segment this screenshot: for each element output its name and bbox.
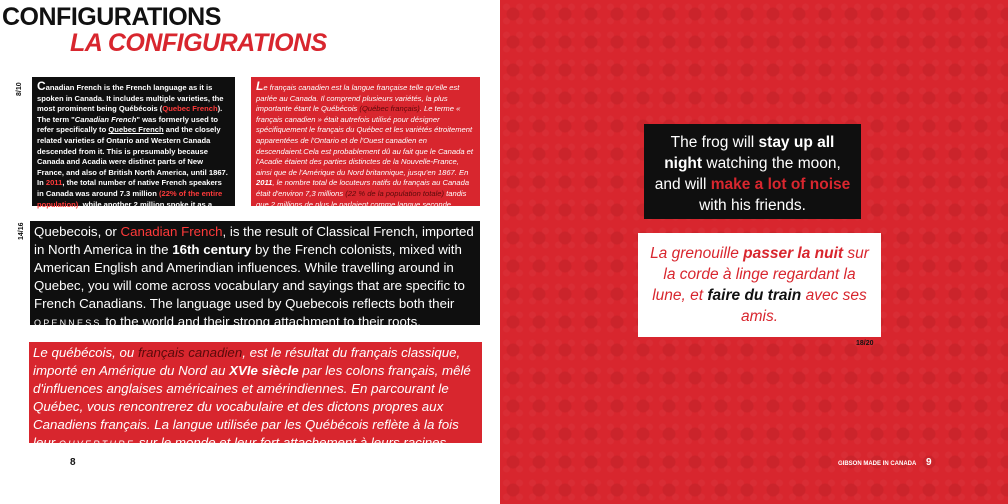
highlight: 2011: [256, 178, 273, 188]
text: " was formerly used to refer specifically to: [37, 114, 219, 135]
text: Le québécois, ou: [33, 345, 138, 360]
english-summary-box: [32, 77, 235, 220]
text: , the total number of native French speakers in Canada was around 7.3 million: [37, 178, 222, 198]
left-page: [0, 0, 500, 504]
french-summary-box: [251, 77, 480, 209]
text: par les colons français, mêlé d'influences anglaises américaines et amérindiennes. En parcourant le Québec, vous rencontrerez du vocabulaire et des dictons propres aux Canadiens français. La langue utilisée par les Québécois reflète à la fois leur: [33, 363, 471, 450]
label-14-16: 14/16: [18, 222, 25, 240]
highlight: Canadian French: [120, 224, 223, 239]
title-french: LA CONFIGURATIONS: [70, 29, 327, 57]
text: Quebecois, or: [34, 224, 121, 239]
bold: 16th century: [172, 242, 252, 257]
text: to the world and their: [101, 314, 234, 329]
bold: XVIe siècle: [229, 363, 299, 378]
text: to their roots.: [339, 314, 421, 329]
label-8-10: 8/10: [16, 82, 23, 96]
page-number-left: 8: [70, 457, 76, 468]
footer-brand: GIBSON MADE IN CANADA: [838, 461, 917, 467]
bold: stay up all night: [664, 134, 835, 172]
english-quote-box: [644, 124, 861, 219]
highlight: make a lot of noise: [710, 176, 851, 193]
dropcap: L: [256, 79, 264, 93]
spaced-word: OUVERTURE: [58, 439, 136, 449]
text: . Le terme « français canadien » était autrefois utilisé pour désigner spécifiquement le français du Québec et les variétés étroitement apparentées de l'Ontario et de l'Ouest canadien en descendaient.Cela est probablement dû au fait que le Canada et l'Acadie étaient des parties distinctes de la Nouvelle-France, ainsi que de l'Amérique du Nord britannique, jusqu'en 1867. En: [256, 104, 473, 177]
highlight: (22 % de la population totale): [345, 188, 445, 198]
text: watching the moon, and will: [654, 155, 841, 193]
bold: faire du train: [707, 287, 802, 304]
french-main-box: [29, 342, 482, 450]
underlined: Quebec French: [108, 125, 164, 135]
label-18-20: 18/20: [856, 340, 874, 347]
text: La grenouille: [650, 245, 744, 262]
highlight: français canadien: [137, 345, 243, 360]
text: avec ses amis.: [740, 287, 867, 325]
text: , est le résultat du français classique, importé en Amérique du Nord au: [33, 345, 461, 378]
highlight: Quebec French: [162, 104, 218, 114]
bold: passer la nuit: [743, 245, 844, 262]
text: , le nombre total de locuteurs natifs du français au Canada était d'environ 7,3 millions: [256, 178, 470, 198]
highlight: (22% of the entire population): [37, 188, 223, 209]
underlined: strong attachment: [233, 314, 340, 329]
highlight: (Québec français): [359, 104, 420, 114]
text: , while another 2 million spoke it as a second language.: [37, 199, 213, 220]
spaced-word: OPENNESS: [34, 318, 102, 328]
text: e français canadien est la langue française telle qu'elle est parlée au Canada. Il comprend plusieurs variétés, la plus importante étant le Québécois: [256, 83, 460, 114]
underlined: fort attachement: [259, 435, 357, 450]
text: à leurs racines.: [356, 435, 450, 450]
text: ). The term ": [37, 104, 223, 124]
title-english: CONFIGURATIONS: [2, 3, 221, 31]
highlight: 2011: [45, 178, 63, 188]
page-number-right: 9: [926, 457, 932, 468]
dropcap: C: [37, 79, 46, 93]
text: sur le monde et leur: [135, 435, 260, 450]
french-quote-box: [638, 233, 881, 337]
right-page: [500, 0, 1008, 504]
english-main-box: [30, 221, 480, 329]
text: and the closely related varieties of Ontario and Western Canada descended from it. This is presumably because Canada and Acadia were distinct parts of New France, and also of British North America, until 1867. In: [37, 125, 228, 188]
emphasis: Canadian French: [74, 114, 137, 124]
text: by the French colonists, mixed with American English and Amerindian influences. While travelling around in Quebec, you will come across vocabulary and sayings that are specific to French Canadians. The language used by Quebecois reflects both their: [34, 242, 465, 311]
text: sur la corde à linge regardant la lune, et: [652, 245, 869, 304]
text: The frog will: [670, 134, 759, 151]
text: with his friends.: [699, 197, 806, 214]
text: , is the result of Classical French, imported in North America in the: [34, 224, 474, 257]
text: tandis que 2 millions de plus le parlaient comme langue seconde.: [256, 188, 467, 209]
text: anadian French is the French language as it is spoken in Canada. It includes multiple varieties, the most prominent being Québécois (: [37, 83, 224, 114]
